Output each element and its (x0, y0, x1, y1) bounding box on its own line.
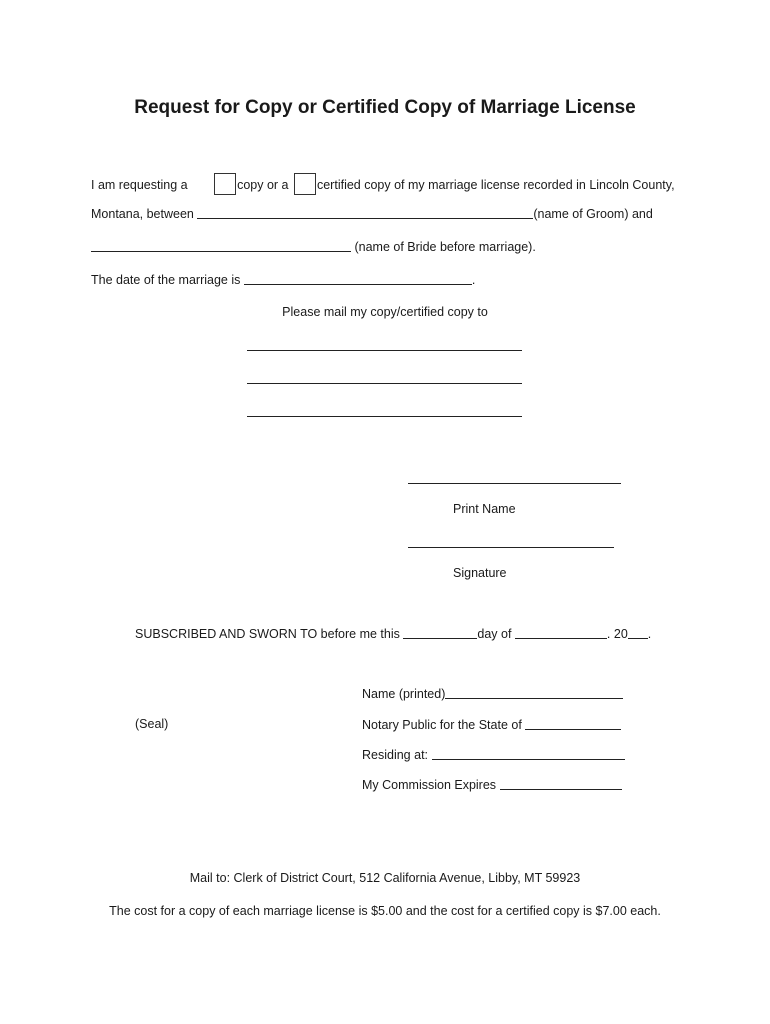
notary-name-field[interactable] (445, 686, 623, 699)
notary-residing-row (362, 747, 625, 762)
sworn-year-prefix: . 20 (606, 627, 628, 641)
groom-name-field[interactable] (197, 206, 533, 219)
sworn-month-field[interactable] (515, 626, 607, 639)
date-suffix: . (471, 273, 476, 287)
line2-prefix: Montana, between (91, 207, 194, 221)
notary-residing-label: Residing at: (362, 748, 429, 762)
copy-label: copy or a (237, 178, 289, 192)
cost-note: The cost for a copy of each marriage license is $5.00 and the cost for a certified copy is $7.00 each. (109, 904, 661, 918)
request-prefix: I am requesting a (91, 178, 188, 192)
request-line-1 (91, 173, 675, 195)
certified-copy-checkbox[interactable] (294, 173, 316, 195)
signature-label: Signature (453, 566, 507, 580)
notary-state-row (362, 717, 621, 732)
copy-checkbox[interactable] (214, 173, 236, 195)
notary-commission-row (362, 777, 622, 792)
address-line-2[interactable] (247, 383, 522, 384)
notary-state-field[interactable] (525, 717, 621, 730)
notary-state-label: Notary Public for the State of (362, 718, 522, 732)
mail-instruction: Please mail my copy/certified copy to (282, 305, 488, 319)
certified-label: certified copy of my marriage license recorded in Lincoln County, (316, 178, 675, 192)
page-title: Request for Copy or Certified Copy of Marriage License (134, 97, 636, 118)
notary-commission-field[interactable] (500, 777, 622, 790)
print-name-line[interactable] (408, 483, 621, 484)
print-name-label: Print Name (453, 502, 516, 516)
groom-label: (name of Groom) and (533, 207, 653, 221)
marriage-date-field[interactable] (244, 272, 472, 285)
seal-label: (Seal) (135, 717, 169, 731)
address-line-3[interactable] (247, 416, 522, 417)
address-line-1[interactable] (247, 350, 522, 351)
bride-label: (name of Bride before marriage). (354, 240, 536, 254)
date-label: The date of the marriage is (91, 273, 241, 287)
mail-to-address: Mail to: Clerk of District Court, 512 California Avenue, Libby, MT 59923 (189, 871, 581, 885)
sworn-suffix: . (647, 627, 652, 641)
request-line-2 (91, 206, 653, 221)
sworn-day-label: day of (477, 627, 512, 641)
notary-name-label: Name (printed) (362, 687, 446, 701)
sworn-line (135, 626, 651, 641)
sworn-year-field[interactable] (628, 626, 648, 639)
notary-residing-field[interactable] (432, 747, 625, 760)
sworn-day-field[interactable] (403, 626, 477, 639)
notary-name-row (362, 686, 623, 701)
bride-name-field[interactable] (91, 239, 351, 252)
request-line-4 (91, 272, 475, 287)
sworn-prefix: SUBSCRIBED AND SWORN TO before me this (135, 627, 400, 641)
signature-line[interactable] (408, 547, 614, 548)
request-line-3 (91, 239, 536, 254)
notary-commission-label: My Commission Expires (362, 778, 497, 792)
